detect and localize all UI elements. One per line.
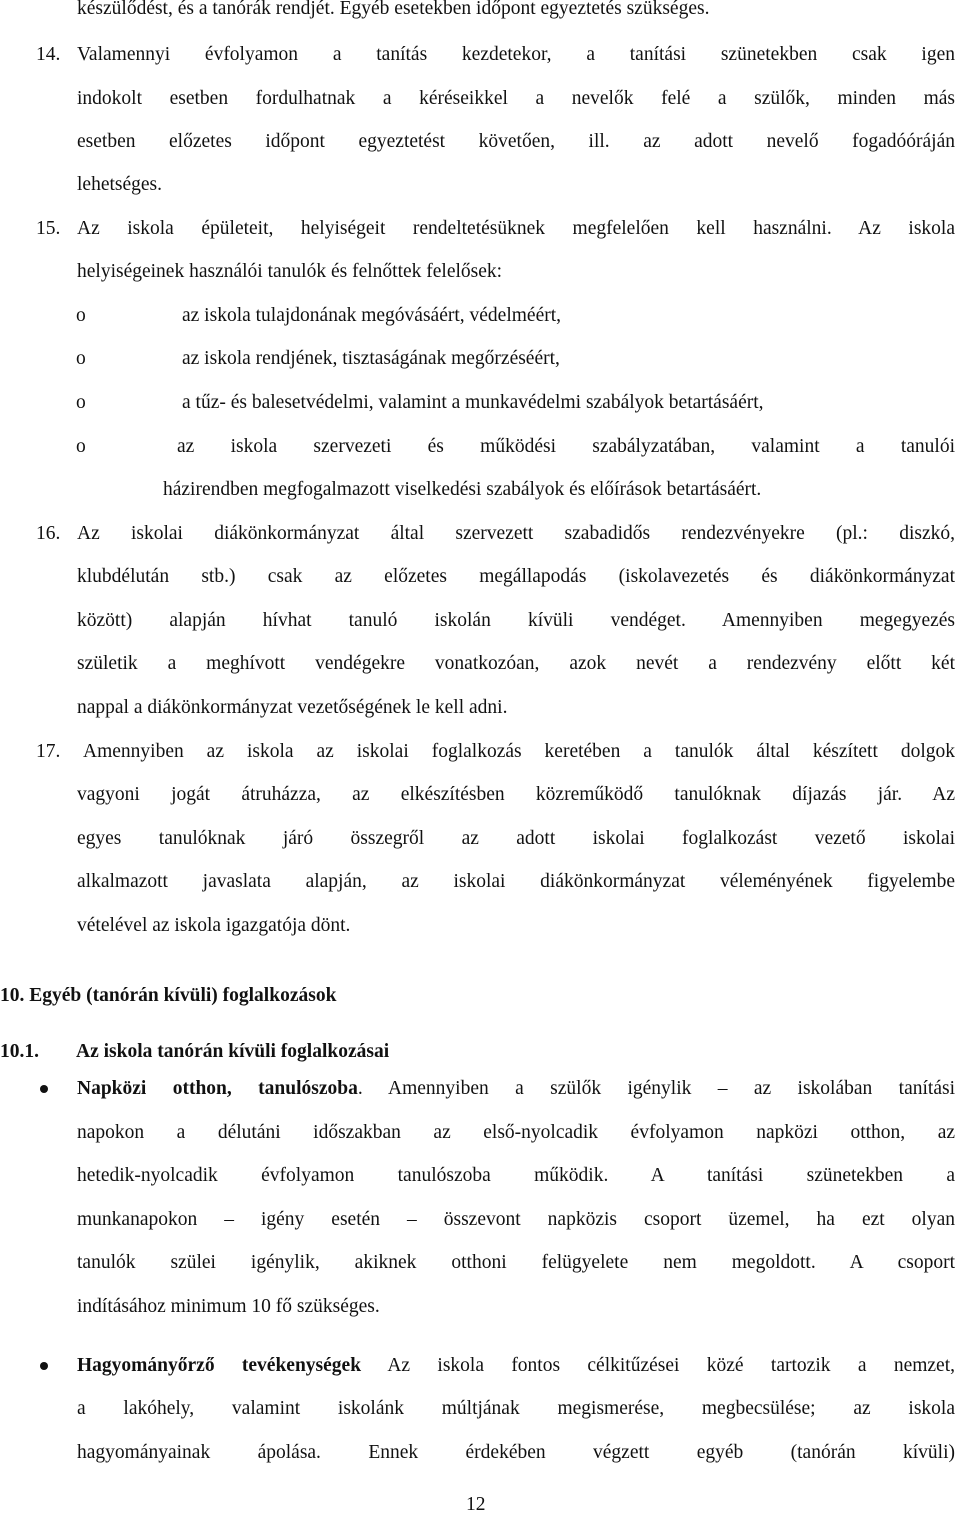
paragraph-line: alkalmazott javaslata alapján, az iskolai diákönkormányzat véleményének figyelembe [77,871,955,892]
paragraph-line: esetben előzetes időpont egyeztetést követően, ill. az adott nevelő fogadóóráján [77,131,955,152]
paragraph-line: helyiségeinek használói tanulók és felnőttek felelősek: [77,261,503,282]
bullet-paragraph-line: munkanapokon – igény esetén – összevont napközis csoport üzemel, ha ezt olyan [77,1209,955,1230]
paragraph-line: egyes tanulóknak járó összegről az adott iskolai foglalkozást vezető iskolai [77,828,955,849]
bullet-paragraph-line: a lakóhely, valamint iskolánk múltjának megismerése, megbecsülése; az iskola [77,1398,955,1419]
subsection-number: 10.1. [0,1041,39,1062]
bullet-text: . Amennyiben a szülők igénylik – az iskolában tanítási [357,1078,955,1099]
paragraph-line: készülődést, és a tanórák rendjét. Egyéb esetekben időpont egyeztetés szükséges. [77,0,710,19]
paragraph-line: nappal a diákönkormányzat vezetőségének le kell adni. [77,697,508,718]
bullet-title: Napközi otthon, tanulószoba [77,1078,358,1099]
bullet-paragraph-line [77,1354,955,1378]
sub-bullet-marker: o [76,305,86,326]
sub-bullet-marker: o [76,392,86,413]
bullet-title: Hagyományőrző tevékenységek [77,1355,362,1376]
bullet-marker [40,1085,48,1093]
sub-bullet-text: az iskola rendjének, tisztaságának megőrzéséért, [182,348,560,369]
bullet-paragraph-line: napokon a délutáni időszakban az első-nyolcadik évfolyamon napközi otthon, az [77,1122,955,1143]
sub-bullet-text: az iskola szervezeti és működési szabályzatában, valamint a tanulói [177,436,955,457]
paragraph-line: vételével az iskola igazgatója dönt. [77,915,351,936]
bullet-paragraph-line: hagyományainak ápolása. Ennek érdekében végzett egyéb (tanórán kívüli) [77,1442,955,1463]
paragraph-line: között) alapján hívhat tanuló iskolán kívüli vendéget. Amennyiben megegyezés [77,610,955,631]
bullet-paragraph-line [77,1077,955,1101]
paragraph-line: Az iskola épületeit, helyiségeit rendeltetésüknek megfelelően kell használni. Az iskola [77,218,955,239]
item-number: 16. [36,523,61,544]
paragraph-line: Amennyiben az iskola az iskolai foglalkozás keretében a tanulók által készített dolgok [83,741,955,762]
paragraph-line: indokolt esetben fordulhatnak a kéréseikkel a nevelők felé a szülők, minden más [77,88,955,109]
paragraph-line: lehetséges. [77,174,163,195]
item-number: 15. [36,218,61,239]
sub-bullet-text: a tűz- és balesetvédelmi, valamint a munkavédelmi szabályok betartásáért, [182,392,764,413]
sub-bullet-marker: o [76,436,86,457]
bullet-marker [40,1362,48,1370]
sub-bullet-text: házirendben megfogalmazott viselkedési szabályok és előírások betartásáért. [163,479,762,500]
bullet-text: Az iskola fontos célkitűzései közé tartozik a nemzet, [361,1355,955,1376]
paragraph-line: születik a meghívott vendégekre vonatkozóan, azok nevét a rendezvény előtt két [77,653,955,674]
paragraph-line: vagyoni jogát átruházza, az elkészítésben közreműködő tanulóknak díjazás jár. Az [77,784,955,805]
bullet-paragraph-line: indításához minimum 10 fő szükséges. [77,1296,380,1317]
subsection-heading: Az iskola tanórán kívüli foglalkozásai [76,1041,390,1062]
sub-bullet-marker: o [76,348,86,369]
item-number: 17. [36,741,61,762]
bullet-paragraph-line: tanulók szülei igénylik, akiknek otthoni felügyelete nem megoldott. A csoport [77,1252,955,1273]
item-number: 14. [36,44,61,65]
paragraph-line: klubdélután stb.) csak az előzetes megállapodás (iskolavezetés és diákönkormányzat [77,566,955,587]
paragraph-line: Valamennyi évfolyamon a tanítás kezdetekor, a tanítási szünetekben csak igen [77,44,955,65]
page-number: 12 [466,1494,486,1515]
section-heading: 10. Egyéb (tanórán kívüli) foglalkozások [0,985,337,1006]
sub-bullet-text: az iskola tulajdonának megóvásáért, védelméért, [182,305,562,326]
paragraph-line: Az iskolai diákönkormányzat által szervezett szabadidős rendezvényekre (pl.: diszkó, [77,523,955,544]
bullet-paragraph-line: hetedik-nyolcadik évfolyamon tanulószoba működik. A tanítási szünetekben a [77,1165,955,1186]
